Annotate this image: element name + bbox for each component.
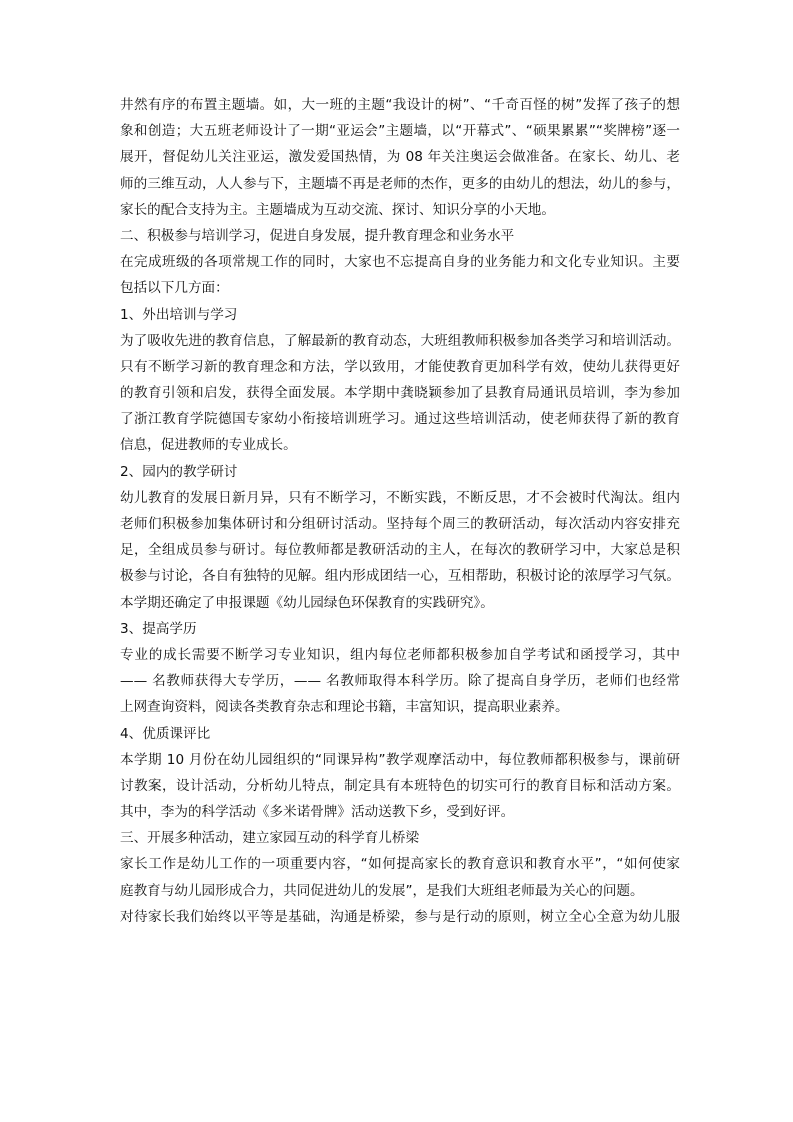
text-line: 足，全组成员参与研讨。每位教师都是教研活动的主人，在每次的教研学习中，大家总是积 bbox=[120, 542, 680, 559]
text-line: 本学期还确定了申报课题《幼儿园绿色环保教育的实践研究》。 bbox=[120, 594, 494, 611]
text-line: 2、园内的教学研讨 bbox=[120, 463, 238, 480]
text-line: 1、外出培训与学习 bbox=[120, 306, 238, 323]
text-line: 极参与讨论，各自有独特的见解。组内形成团结一心，互相帮助，积极讨论的浓厚学习气氛。 bbox=[120, 568, 680, 585]
text-line: 的教育引领和启发，获得全面发展。本学期中龚晓颖参加了县教育局通讯员培训，李为参加 bbox=[120, 385, 680, 402]
text-line: 其中，李为的科学活动《多米诺骨牌》活动送教下乡，受到好评。 bbox=[120, 804, 515, 821]
text-line: 庭教育与幼儿园形成合力，共同促进幼儿的发展”，是我们大班组老师最为关心的问题。 bbox=[120, 882, 644, 899]
text-line: 4、优质课评比 bbox=[120, 725, 211, 742]
text-line: 只有不断学习新的教育理念和方法，学以致用，才能使教育更加科学有效，使幼儿获得更好 bbox=[120, 358, 680, 375]
text-line: 老师们积极参加集体研讨和分组研讨活动。坚持每个周三的教研活动，每次活动内容安排充 bbox=[120, 516, 680, 532]
text-line: 象和创造；大五班老师设计了一期“亚运会”主题墙，以“开幕式”、“硕果累累”“奖牌榜”逐一 bbox=[120, 123, 680, 140]
text-line: 对待家长我们始终以平等是基础，沟通是桥梁，参与是行动的原则，树立全心全意为幼儿服 bbox=[120, 908, 680, 925]
text-line: 井然有序的布置主题墙。如，大一班的主题“我设计的树”、“千奇百怪的树”发挥了孩子的想 bbox=[120, 97, 680, 113]
text-line: 家长的配合支持为主。主题墙成为互动交流、探讨、知识分享的小天地。 bbox=[120, 201, 555, 218]
text-line: 幼儿教育的发展日新月异，只有不断学习，不断实践，不断反思，才不会被时代淘汰。组内 bbox=[120, 489, 680, 506]
text-line: 3、提高学历 bbox=[120, 620, 197, 637]
text-line: —— 名教师获得大专学历，—— 名教师取得本科学历。除了提高自身学历，老师们也经常 bbox=[120, 673, 680, 690]
text-line: 展开，督促幼儿关注亚运，激发爱国热情，为 08 年关注奥运会做准备。在家长、幼儿、老 bbox=[120, 149, 680, 166]
text-line: 上网查询资料，阅读各类教育杂志和理论书籍，丰富知识，提高职业素养。 bbox=[120, 699, 569, 716]
text-line: 师的三维互动，人人参与下，主题墙不再是老师的杰作，更多的由幼儿的想法，幼儿的参与， bbox=[120, 175, 680, 192]
document-body bbox=[120, 92, 680, 930]
text-line: 包括以下几方面： bbox=[120, 280, 229, 297]
text-line: 专业的成长需要不断学习专业知识，组内每位老师都积极参加自学考试和函授学习，其中 bbox=[120, 646, 680, 663]
text-line: 三、开展多种活动，建立家园互动的科学育儿桥梁 bbox=[120, 830, 420, 847]
text-line: 二、积极参与培训学习，促进自身发展，提升教育理念和业务水平 bbox=[120, 227, 515, 244]
text-line: 为了吸收先进的教育信息，了解最新的教育动态，大班组教师积极参加各类学习和培训活动。 bbox=[120, 332, 680, 349]
text-line: 在完成班级的各项常规工作的同时，大家也不忘提高自身的业务能力和文化专业知识。主要 bbox=[120, 254, 680, 271]
text-line: 讨教案，设计活动，分析幼儿特点，制定具有本班特色的切实可行的教育目标和活动方案。 bbox=[120, 777, 680, 794]
text-line: 了浙江教育学院德国专家幼小衔接培训班学习。通过这些培训活动，使老师获得了新的教育 bbox=[120, 411, 680, 428]
text-line: 信息，促进教师的专业成长。 bbox=[120, 437, 297, 454]
text-line: 家长工作是幼儿工作的一项重要内容，“如何提高家长的教育意识和教育水平”，“如何使家 bbox=[120, 856, 680, 873]
text-line: 本学期 10 月份在幼儿园组织的“同课异构”教学观摩活动中，每位教师都积极参与，课前研 bbox=[120, 751, 680, 768]
